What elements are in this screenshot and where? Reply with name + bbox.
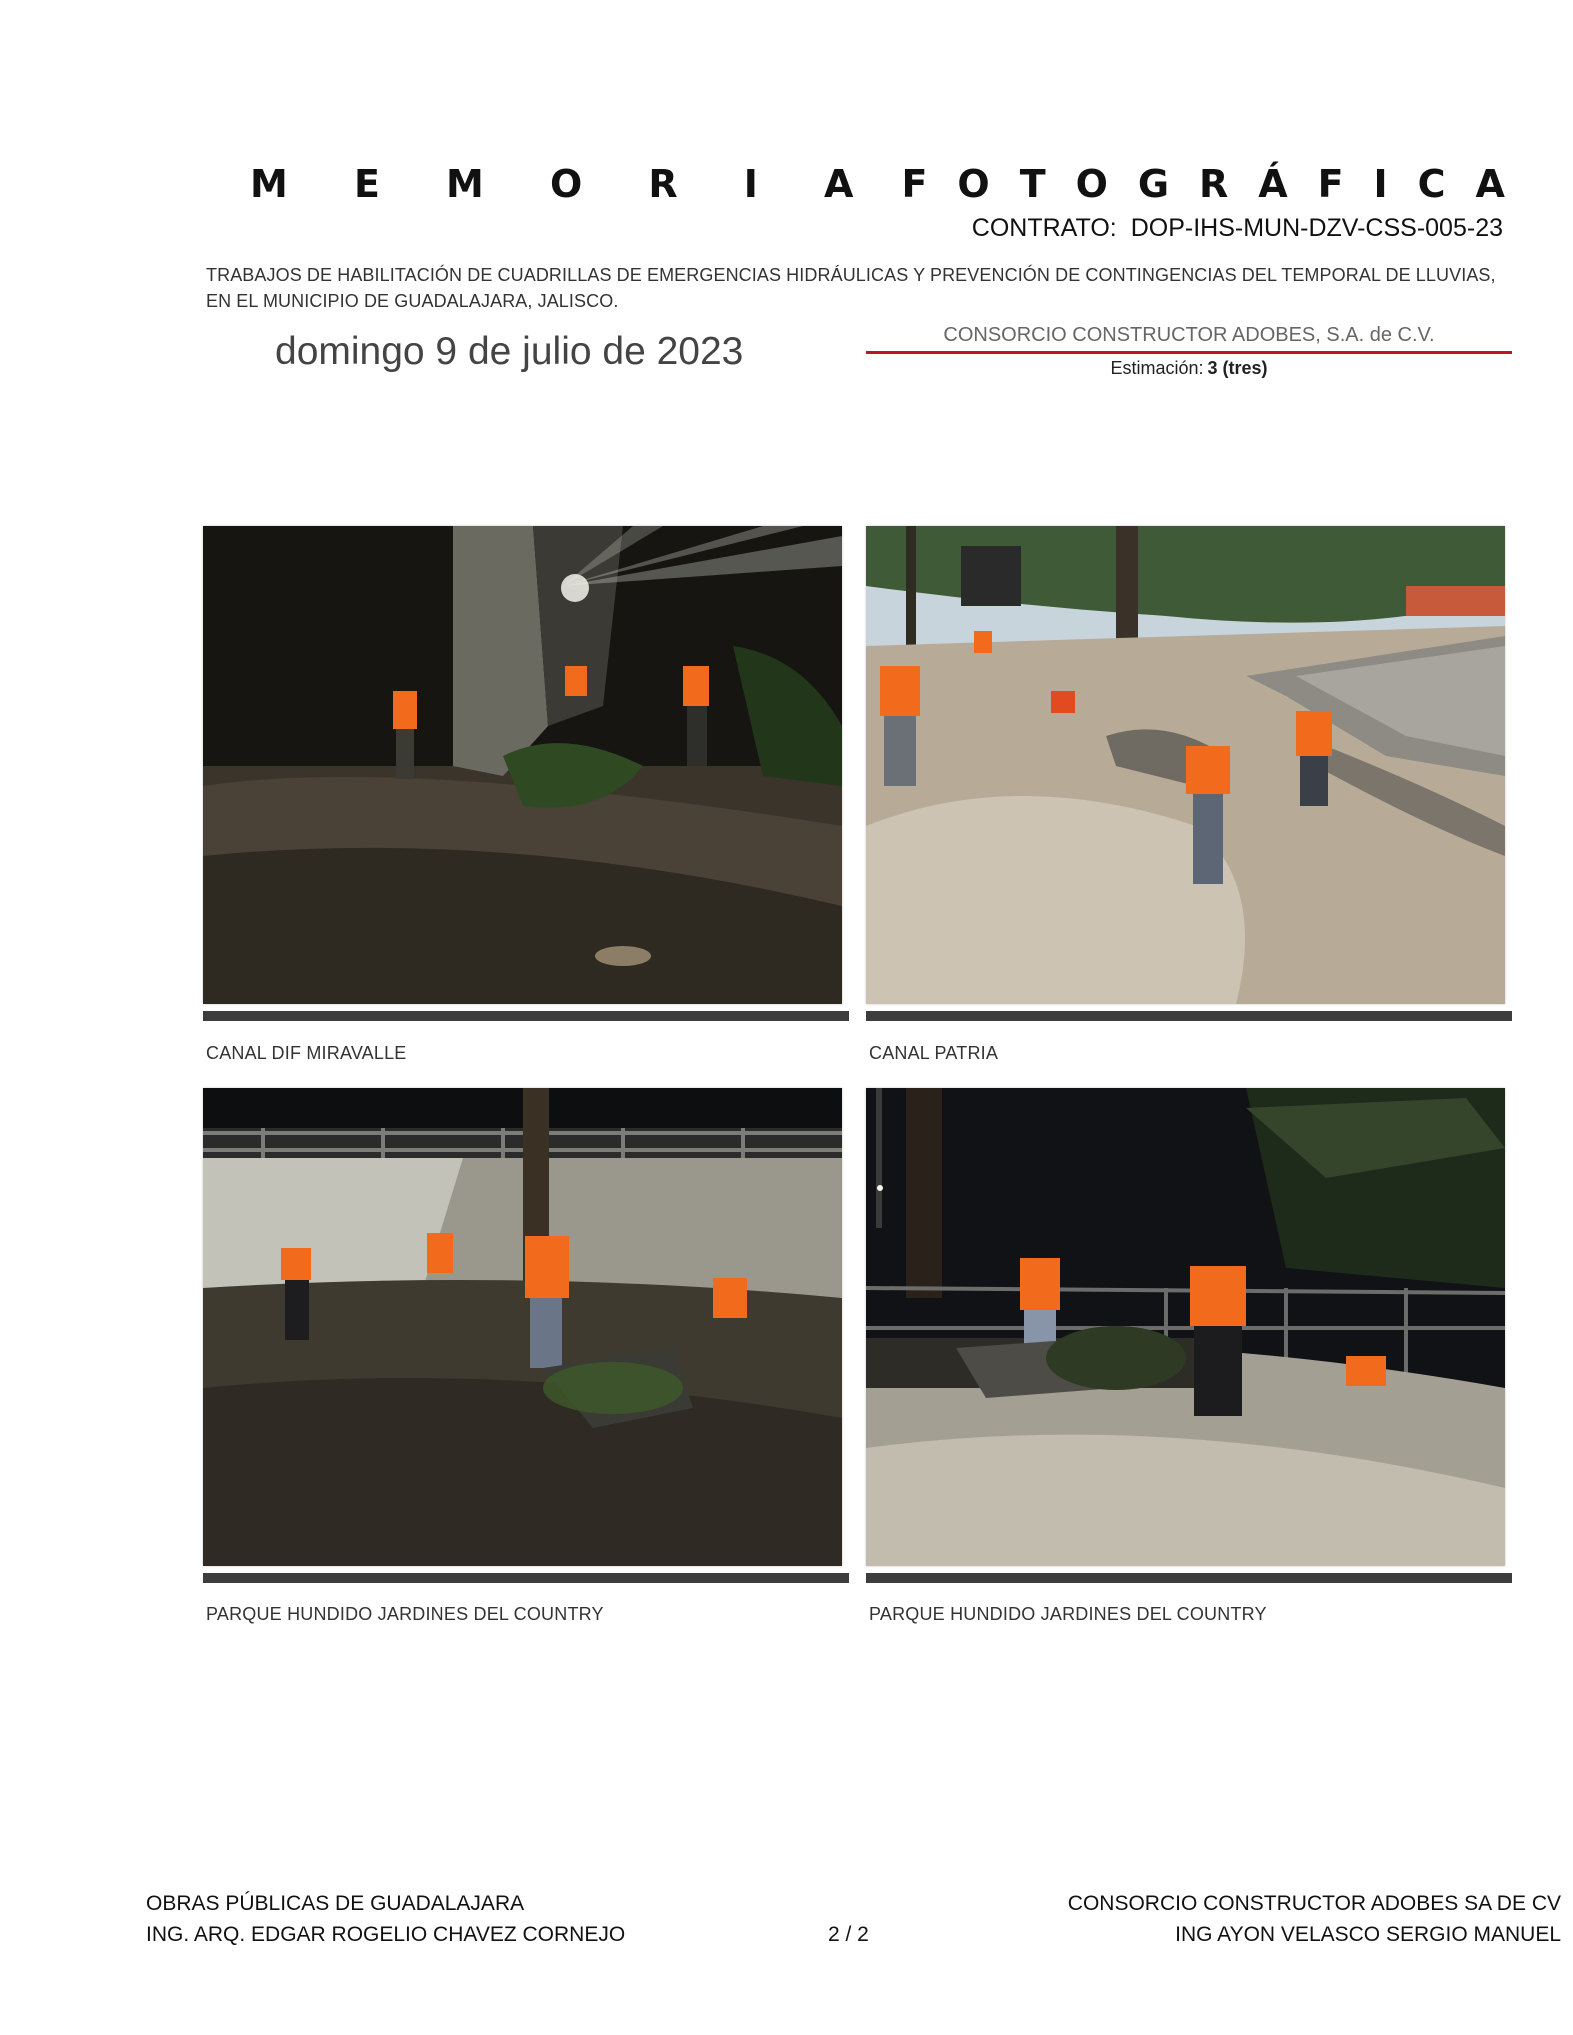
report-date: domingo 9 de julio de 2023: [275, 330, 744, 373]
estimation: [866, 358, 1512, 379]
contract-number: DOP-IHS-MUN-DZV-CSS-005-23: [1130, 214, 1503, 242]
photo-caption-3: PARQUE HUNDIDO JARDINES DEL COUNTRY: [206, 1604, 604, 1624]
photo-caption-1: CANAL DIF MIRAVALLE: [206, 1043, 407, 1063]
estimation-label: Estimación:: [1110, 358, 1204, 378]
photo-4-image: [866, 1088, 1505, 1566]
photo-parque-hundido-1: [203, 1088, 842, 1566]
photo-2-image: [866, 526, 1505, 1004]
company-name: CONSORCIO CONSTRUCTOR ADOBES, S.A. de C.V.: [943, 324, 1435, 346]
page-number: 2 / 2: [828, 1923, 869, 1946]
footer-right: [1068, 1888, 1561, 1950]
estimation-value: 3 (tres): [1207, 358, 1268, 378]
footer-left: [146, 1888, 625, 1950]
document-title: [250, 158, 1505, 210]
photo-caption-2: CANAL PATRIA: [869, 1043, 999, 1063]
caption-bar-4: [866, 1573, 1512, 1583]
photo-3-image: [203, 1088, 842, 1566]
footer-left-line2: ING. ARQ. EDGAR ROGELIO CHAVEZ CORNEJO: [146, 1923, 626, 1946]
caption-bar-1: [203, 1011, 849, 1021]
contract-label: CONTRATO:: [971, 214, 1117, 242]
company-underline: [866, 351, 1512, 354]
caption-bar-3: [203, 1573, 849, 1583]
caption-bar-2: [866, 1011, 1512, 1021]
photo-canal-dif-miravalle: [203, 526, 842, 1004]
title-word-2: F O T O G R Á F I C A: [901, 162, 1505, 206]
contract-line: [972, 214, 1503, 243]
photo-caption-4: PARQUE HUNDIDO JARDINES DEL COUNTRY: [869, 1604, 1267, 1624]
footer-right-line2: ING AYON VELASCO SERGIO MANUEL: [1175, 1923, 1561, 1946]
photo-1-image: [203, 526, 842, 1004]
work-description: TRABAJOS DE HABILITACIÓN DE CUADRILLAS DE EMERGENCIAS HIDRÁULICAS Y PREVENCIÓN DE CONTINGENCIAS DEL TEMPORAL DE LLUVIAS, EN EL MUNICIPIO DE GUADALAJARA, JALISCO.: [206, 265, 1496, 311]
photo-parque-hundido-2: [866, 1088, 1505, 1566]
footer-left-line1: OBRAS PÚBLICAS DE GUADALAJARA: [146, 1892, 525, 1915]
photo-canal-patria: [866, 526, 1505, 1004]
footer-right-line1: CONSORCIO CONSTRUCTOR ADOBES SA DE CV: [1067, 1892, 1561, 1915]
title-word-1: M E M O R I A: [250, 162, 854, 206]
